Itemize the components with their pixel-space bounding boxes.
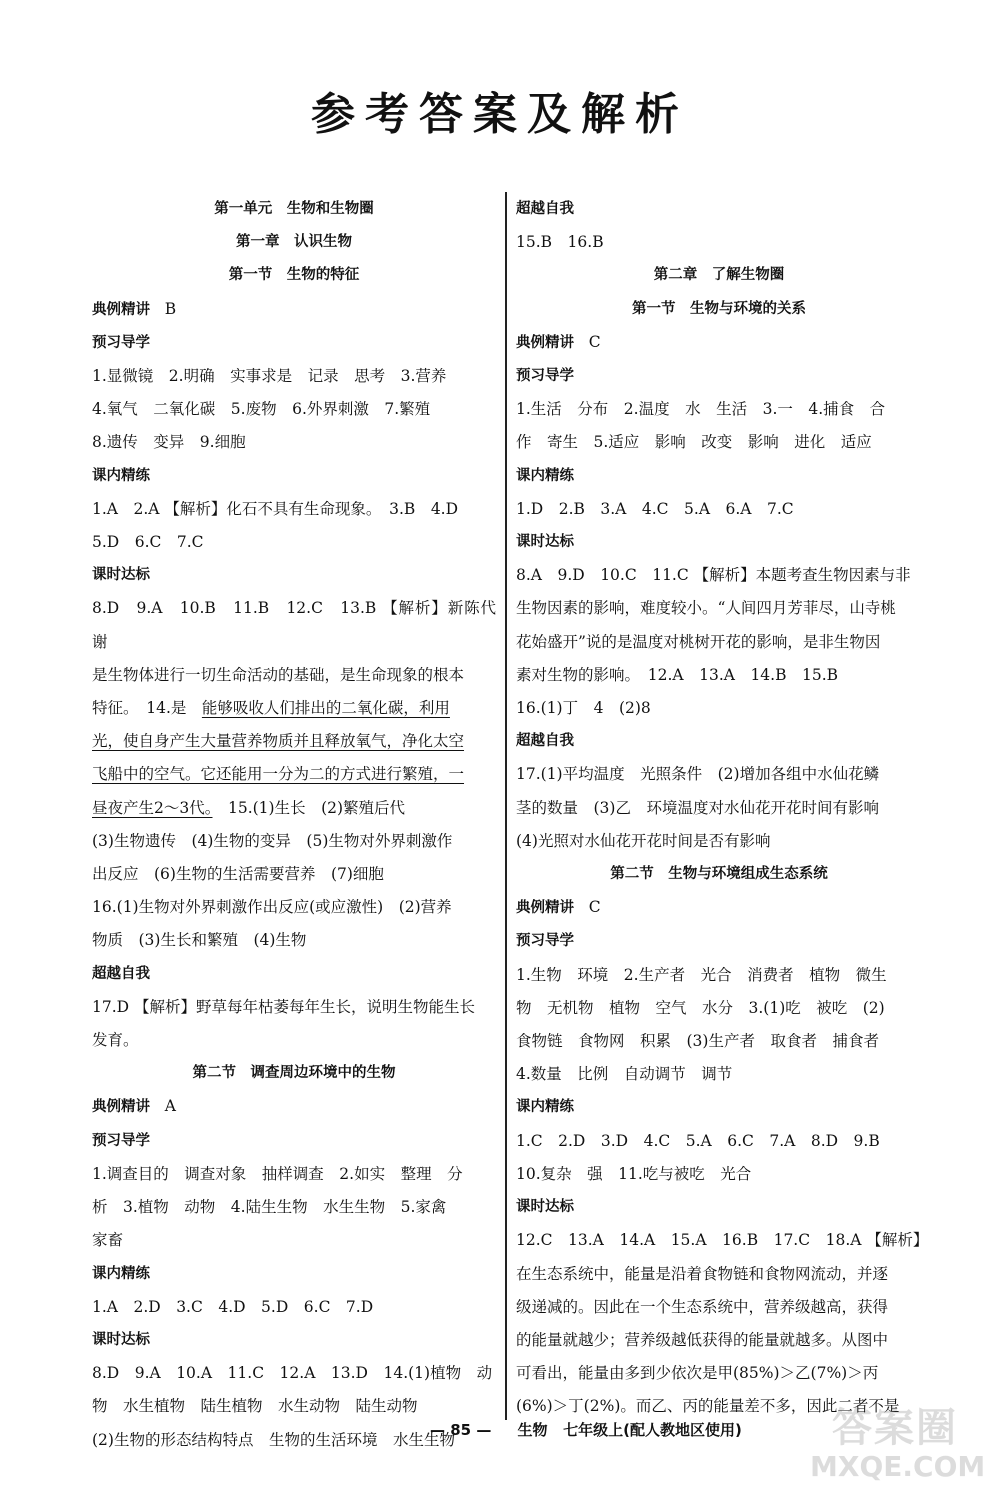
- answer-line: 8.A 9.D 10.C 11.C 【解析】本题考查生物因素与非: [516, 566, 911, 585]
- answer-line: 茎的数量 (3)乙 环境温度对水仙花开花时间有影响: [516, 798, 879, 817]
- answer-line: 的能量就越少；营养级越低获得的能量就越多。从图中: [516, 1330, 889, 1349]
- answer-value: C: [588, 332, 601, 351]
- footer-grade: 七年级上(配人教地区使用): [563, 1421, 742, 1439]
- watermark-logo: [810, 1405, 986, 1485]
- page-number: — 85 —: [430, 1421, 492, 1439]
- underlined-answer: 昼夜产生2～3代。: [92, 798, 213, 817]
- label-cyzw: 超越自我: [516, 733, 574, 750]
- page-title: 参考答案及解析: [311, 89, 689, 140]
- label-yxdx: 预习导学: [516, 933, 574, 950]
- answer-line: 1.A 2.A 【解析】化石不具有生命现象。 3.B 4.D: [92, 499, 459, 518]
- answer-line: 生物因素的影响，难度较小。“人间四月芳菲尽，山寺桃: [516, 599, 896, 618]
- answer-line: 可看出，能量由多到少依次是甲(85%)＞乙(7%)＞丙: [516, 1364, 879, 1383]
- answer-line: 4.氧气 二氧化碳 5.废物 6.外界刺激 7.繁殖: [92, 400, 431, 419]
- label-ksdb: 课时达标: [92, 1331, 150, 1348]
- answer-line: 是生物体进行一切生命活动的基础，是生命现象的根本: [92, 665, 465, 684]
- label-cyzw: 超越自我: [516, 201, 574, 217]
- left-column: [92, 193, 496, 1457]
- answer-line: 15.B 16.B: [516, 233, 604, 252]
- answer-line: 物 无机物 植物 空气 水分 3.(1)吃 被吃 (2): [516, 998, 885, 1017]
- underlined-answer: 光，使自身产生大量营养物质并且释放氧气，净化太空: [92, 732, 465, 751]
- answer-line: 16.(1)生物对外界刺激作出反应(或应激性) (2)营养: [92, 898, 452, 917]
- answer-line: (2)生物的形态结构特点 生物的生活环境 水生生物: [92, 1430, 455, 1449]
- answer-line: 家畜: [92, 1231, 124, 1250]
- section-heading: 第一节 生物的特征: [228, 267, 360, 284]
- answer-line: 1.A 2.D 3.C 4.D 5.D 6.C 7.D: [92, 1297, 374, 1316]
- answer-line: 12.C 13.A 14.A 15.A 16.B 17.C 18.A 【解析】: [516, 1231, 929, 1250]
- label-knjl: 课内精练: [516, 1099, 574, 1116]
- answer-line: 级递减的。因此在一个生态系统中，营养级越高，获得: [516, 1297, 889, 1316]
- underlined-answer: 能够吸收人们排出的二氧化碳，利用: [201, 699, 450, 718]
- answer-value: B: [164, 299, 177, 318]
- label-ksdb: 课时达标: [92, 567, 150, 584]
- answer-line: (4)光照对水仙花开花时间是否有影响: [516, 831, 771, 850]
- answer-line: 食物链 食物网 积累 (3)生产者 取食者 捕食者: [516, 1032, 879, 1051]
- answer-line: 17.(1)平均温度 光照条件 (2)增加各组中水仙花鳞: [516, 765, 880, 784]
- answer-line: [516, 326, 922, 360]
- watermark-url: MXQE.COM: [810, 1450, 986, 1483]
- label-ksdb: 课时达标: [516, 534, 574, 551]
- answer-line: [92, 293, 496, 327]
- answer-line: 5.D 6.C 7.C: [92, 533, 204, 552]
- underlined-answer: 飞船中的空气。它还能用一分为二的方式进行繁殖，一: [92, 765, 465, 784]
- answer-line: 16.(1)丁 4 (2)8: [516, 699, 651, 718]
- watermark-text: 答案圈: [832, 1405, 958, 1451]
- label-yxdx: 预习导学: [516, 368, 574, 385]
- section-heading: 第一节 生物与环境的关系: [632, 300, 806, 317]
- answer-line: 素对生物的影响。 12.A 13.A 14.B 15.B: [516, 665, 839, 684]
- answer-line: 作 寄生 5.适应 影响 改变 影响 进化 适应: [516, 433, 872, 452]
- answer-line: 出反应 (6)生物的生活需要营养 (7)细胞: [92, 865, 384, 884]
- label-dljj: 典例精讲: [92, 301, 150, 318]
- label-knjl: 课内精练: [92, 467, 150, 484]
- page-footer: [430, 1419, 850, 1440]
- answer-line: [92, 1090, 496, 1124]
- answer-line: 1.C 2.D 3.D 4.C 5.A 6.C 7.A 8.D 9.B: [516, 1131, 880, 1150]
- answer-line: 1.显微镜 2.明确 实事求是 记录 思考 3.营养: [92, 367, 447, 386]
- label-cyzw: 超越自我: [92, 965, 150, 982]
- column-divider: [505, 192, 507, 1420]
- answer-line: 17.D 【解析】野草每年枯萎每年生长，说明生物能生长: [92, 997, 476, 1016]
- label-knjl: 课内精练: [92, 1265, 150, 1282]
- chapter-heading: 第一章 认识生物: [236, 234, 352, 251]
- answer-line: 物质 (3)生长和繁殖 (4)生物: [92, 931, 307, 950]
- unit-heading: 第一单元 生物和生物圈: [214, 201, 374, 217]
- answer-line: [92, 692, 496, 725]
- answer-line: 1.生活 分布 2.温度 水 生活 3.一 4.捕食 合: [516, 400, 886, 419]
- answer-line: 析 3.植物 动物 4.陆生生物 水生生物 5.家禽: [92, 1198, 447, 1217]
- answer-line: 1.D 2.B 3.A 4.C 5.A 6.A 7.C: [516, 499, 794, 518]
- answer-line: 花始盛开”说的是温度对桃树开花的影响，是非生物因: [516, 632, 881, 651]
- answer-line: 在生态系统中，能量是沿着食物链和食物网流动，并逐: [516, 1264, 889, 1283]
- answer-line: 1.生物 环境 2.生产者 光合 消费者 植物 微生: [516, 965, 887, 984]
- answer-line: 8.D 9.A 10.B 11.B 12.C 13.B 【解析】新陈代谢: [92, 599, 496, 651]
- answer-line: (6%)＞丁(2%)。而乙、丙的能量差不多，因此二者不是: [516, 1397, 900, 1416]
- section-heading: 第二节 生物与环境组成生态系统: [610, 866, 828, 883]
- chapter-heading: 第二章 了解生物圈: [653, 267, 785, 284]
- answer-line: [92, 792, 496, 825]
- label-dljj: 典例精讲: [516, 334, 574, 351]
- answer-text: 特征。 14.是: [92, 699, 202, 718]
- label-ksdb: 课时达标: [516, 1199, 574, 1216]
- answer-line: 4.数量 比例 自动调节 调节: [516, 1065, 733, 1084]
- answer-line: 10.复杂 强 11.吃与被吃 光合: [516, 1164, 752, 1183]
- answer-value: C: [588, 898, 601, 917]
- answer-line: 8.遗传 变异 9.细胞: [92, 433, 246, 452]
- answer-line: 物 水生植物 陆生植物 水生动物 陆生动物: [92, 1397, 418, 1416]
- answer-line: 发育。: [92, 1031, 139, 1050]
- right-column: [516, 193, 929, 1424]
- answer-line: 8.D 9.A 10.A 11.C 12.A 13.D 14.(1)植物 动: [92, 1364, 493, 1383]
- answer-line: (3)生物遗传 (4)生物的变异 (5)生物对外界刺激作: [92, 831, 453, 850]
- answer-text: 15.(1)生长 (2)繁殖后代: [212, 798, 406, 817]
- footer-subject: 生物: [517, 1421, 548, 1439]
- label-dljj: 典例精讲: [516, 900, 574, 917]
- label-dljj: 典例精讲: [92, 1099, 150, 1116]
- label-knjl: 课内精练: [516, 467, 574, 484]
- label-yxdx: 预习导学: [92, 334, 150, 351]
- answer-line: 1.调查目的 调查对象 抽样调查 2.如实 整理 分: [92, 1164, 463, 1183]
- answer-line: [516, 891, 922, 925]
- label-yxdx: 预习导学: [92, 1132, 150, 1149]
- section-heading: 第二节 调查周边环境中的生物: [192, 1065, 396, 1082]
- answer-value: A: [164, 1097, 176, 1116]
